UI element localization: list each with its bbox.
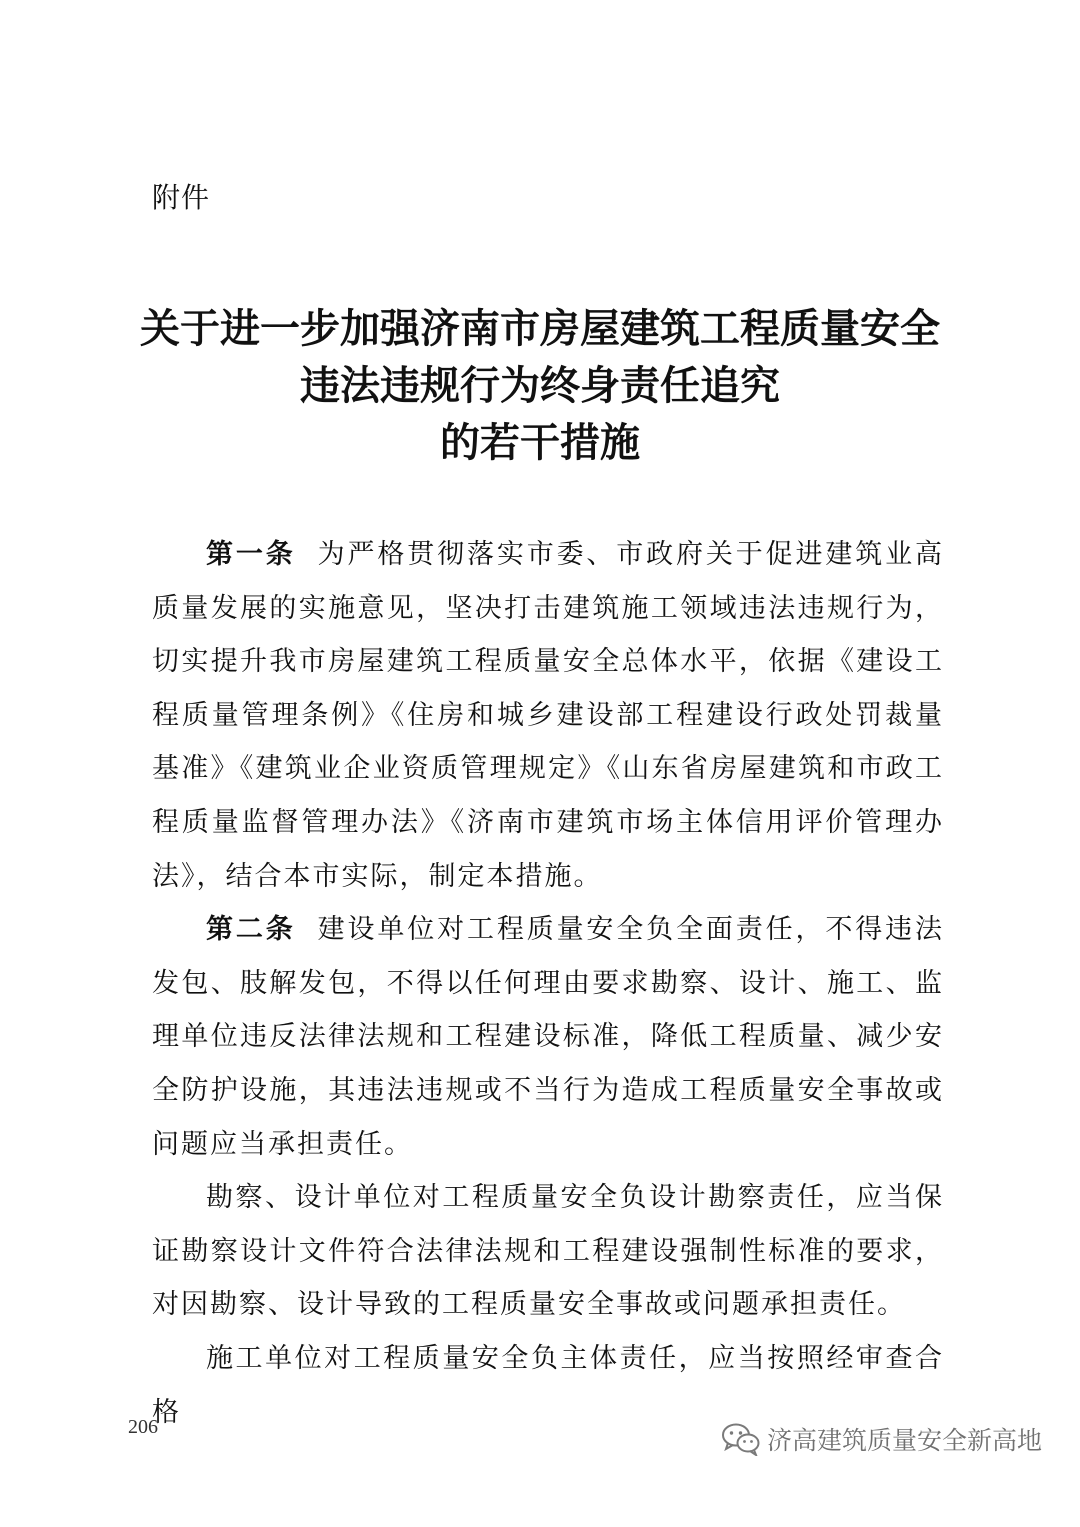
title-line-1: 关于进一步加强济南市房屋建筑工程质量安全: [140, 305, 940, 352]
page-number: 206: [128, 1416, 158, 1438]
document-title: [100, 300, 980, 471]
paragraph-text: 建设单位对工程质量安全负全面责任，不得违法发包、肢解发包，不得以任何理由要求勘察、设计、施工、监理单位违反法律法规和工程建设标准，降低工程质量、减少安全防护设施，其违法违规或不当行为造成工程质量安全事故或问题应当承担责任。: [152, 914, 944, 1160]
document-body: [152, 528, 944, 1439]
watermark: [721, 1421, 1042, 1457]
attachment-label: 附件: [152, 181, 211, 214]
paragraph-article-1: [152, 528, 944, 903]
article-heading: 第二条: [206, 914, 296, 946]
paragraph-text: 为严格贯彻落实市委、市政府关于促进建筑业高质量发展的实施意见，坚决打击建筑施工领域违法违规行为，切实提升我市房屋建筑工程质量安全总体水平，依据《建设工程质量管理条例》《住房和城乡建设部工程建设行政处罚裁量基准》《建筑业企业资质管理规定》《山东省房屋建筑和市政工程质量监督管理办法》《济南市建筑市场主体信用评价管理办法》，结合本市实际，制定本措施。: [152, 539, 944, 892]
watermark-text: 济高建筑质量安全新高地: [766, 1426, 1042, 1455]
title-line-2: 违法违规行为终身责任追究: [300, 362, 780, 409]
paragraph-survey-design: [152, 1171, 944, 1332]
wechat-icon: [721, 1422, 761, 1456]
article-heading: 第一条: [206, 539, 296, 570]
paragraph-text: 施工单位对工程质量安全负主体责任，应当按照经审查合格: [152, 1342, 944, 1428]
paragraph-article-2: [152, 903, 944, 1171]
paragraph-text: 勘察、设计单位对工程质量安全负设计勘察责任，应当保证勘察设计文件符合法律法规和工程建设强制性标准的要求，对因勘察、设计导致的工程质量安全事故或问题承担责任。: [152, 1182, 944, 1321]
title-line-3: 的若干措施: [440, 419, 640, 466]
